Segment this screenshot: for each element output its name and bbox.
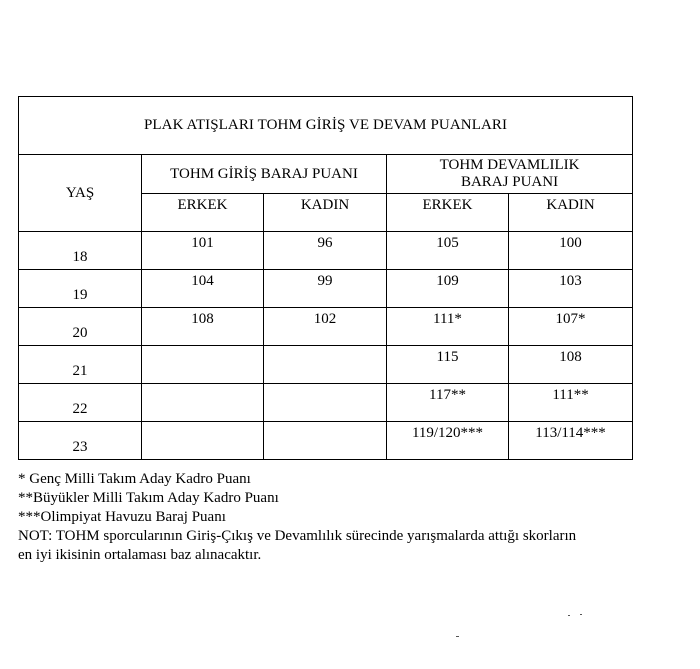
continuation-threshold-header: TOHM DEVAMLILIK BARAJ PUANI: [387, 155, 633, 194]
footnotes: [18, 470, 658, 565]
entry-threshold-header: TOHM GİRİŞ BARAJ PUANI: [142, 155, 387, 194]
entry-male-cell: [142, 422, 264, 460]
continuation-male-cell: 105: [387, 232, 509, 270]
age-cell: 20: [19, 308, 142, 346]
table-row: [19, 346, 633, 384]
continuation-female-cell: 103: [509, 270, 633, 308]
table-title: PLAK ATIŞLARI TOHM GİRİŞ VE DEVAM PUANLARI: [19, 97, 633, 155]
age-cell: 21: [19, 346, 142, 384]
scan-speck: [580, 614, 582, 615]
age-cell: 18: [19, 232, 142, 270]
continuation-female-cell: 100: [509, 232, 633, 270]
footnote-senior: **Büyükler Milli Takım Aday Kadro Puanı: [18, 490, 279, 506]
age-cell: 22: [19, 384, 142, 422]
table-row: [19, 270, 633, 308]
entry-female-cell: [264, 384, 387, 422]
table-row: [19, 308, 633, 346]
footnote-olympic: ***Olimpiyat Havuzu Baraj Puanı: [18, 509, 226, 525]
footnote-junior: * Genç Milli Takım Aday Kadro Puanı: [18, 471, 251, 487]
age-cell: 19: [19, 270, 142, 308]
table-row: [19, 422, 633, 460]
table-row: [19, 232, 633, 270]
continuation-female-cell: 107*: [509, 308, 633, 346]
continuation-female-header: KADIN: [509, 194, 633, 232]
continuation-male-cell: 111*: [387, 308, 509, 346]
continuation-male-cell: 119/120***: [387, 422, 509, 460]
table-row: [19, 384, 633, 422]
entry-male-cell: 108: [142, 308, 264, 346]
continuation-female-cell: 113/114***: [509, 422, 633, 460]
scan-speck: [456, 636, 459, 637]
continuation-male-cell: 117**: [387, 384, 509, 422]
entry-male-cell: [142, 384, 264, 422]
entry-male-cell: [142, 346, 264, 384]
entry-female-cell: 96: [264, 232, 387, 270]
title-row: [19, 97, 633, 155]
entry-male-header: ERKEK: [142, 194, 264, 232]
note-line-1: NOT: TOHM sporcularının Giriş-Çıkış ve Devamlılık sürecinde yarışmalarda attığı skorların: [18, 528, 577, 544]
entry-female-header: KADIN: [264, 194, 387, 232]
entry-female-cell: [264, 422, 387, 460]
continuation-female-cell: 108: [509, 346, 633, 384]
group-header-row: [19, 155, 633, 194]
continuation-male-header: ERKEK: [387, 194, 509, 232]
entry-female-cell: 102: [264, 308, 387, 346]
entry-male-cell: 104: [142, 270, 264, 308]
continuation-male-cell: 115: [387, 346, 509, 384]
entry-male-cell: 101: [142, 232, 264, 270]
continuation-male-cell: 109: [387, 270, 509, 308]
score-table: [18, 96, 633, 460]
age-header: YAŞ: [19, 155, 142, 232]
note-line-2: en iyi ikisinin ortalaması baz alınacaktır.: [18, 547, 262, 563]
continuation-female-cell: 111**: [509, 384, 633, 422]
entry-female-cell: [264, 346, 387, 384]
age-cell: 23: [19, 422, 142, 460]
scan-speck: [568, 615, 570, 616]
entry-female-cell: 99: [264, 270, 387, 308]
